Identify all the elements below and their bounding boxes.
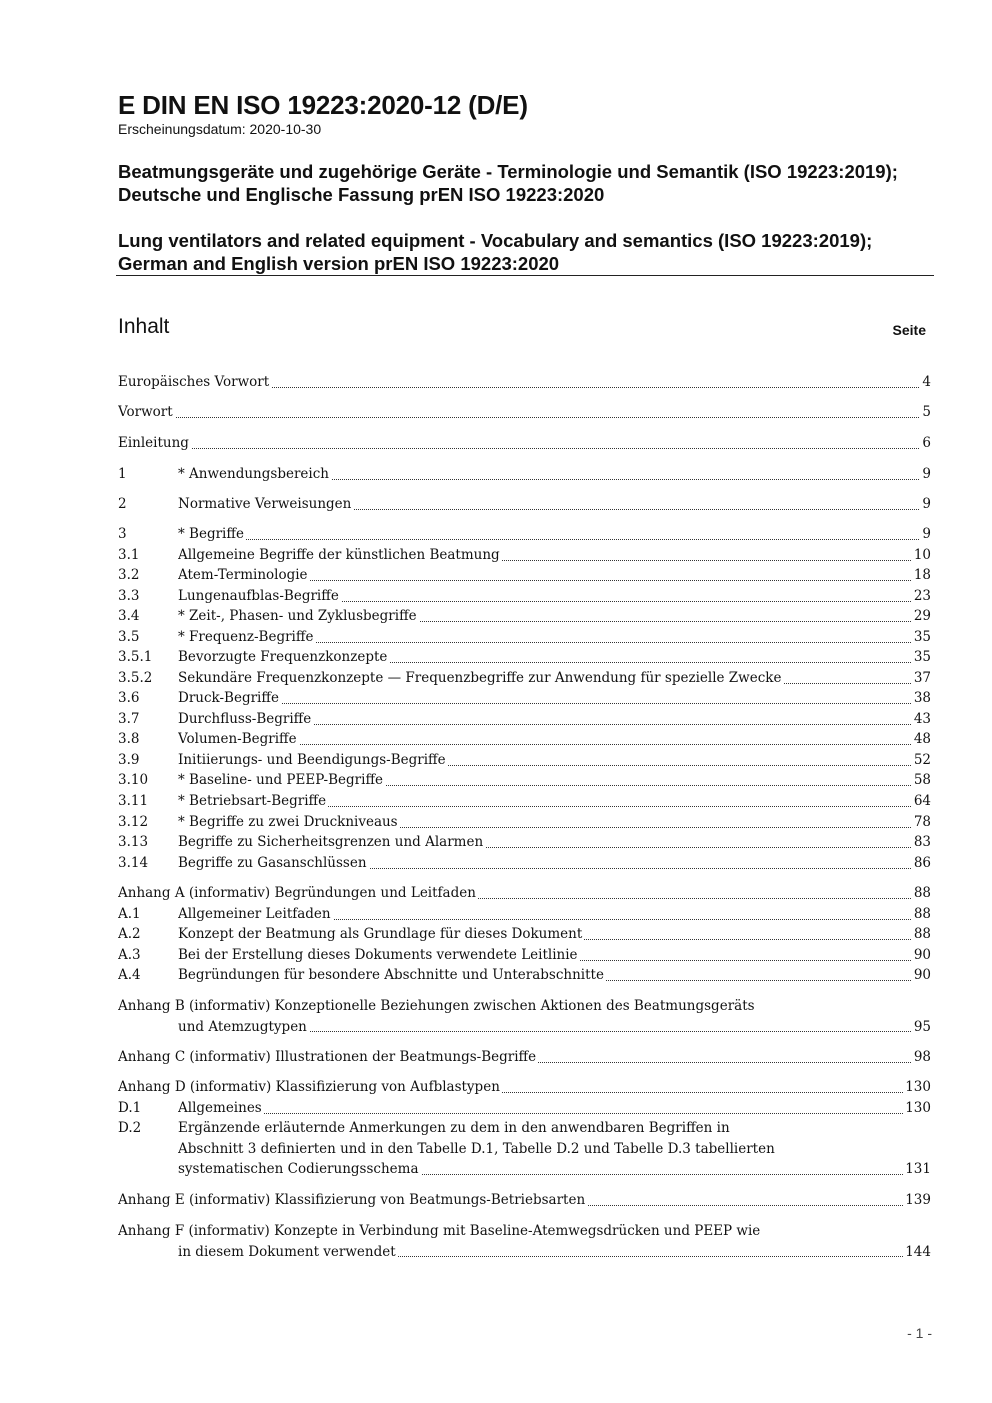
page-number: - 1 - [907, 1325, 932, 1341]
toc-entry-number: 3.5.2 [118, 670, 153, 686]
toc-entry-title: Anhang F (informativ) Konzepte in Verbindung mit Baseline-Atemwegsdrücken und PEEP wie [118, 1223, 761, 1239]
toc-entry-page: 90 [912, 945, 931, 966]
toc-entry-number: 3.8 [118, 731, 140, 747]
toc-entry-number: 3.12 [118, 814, 149, 830]
toc-entry[interactable] [118, 1118, 931, 1180]
toc-entry-title: Konzept der Beatmung als Grundlage für dieses Dokument [178, 926, 583, 942]
toc-entry-title: Einleitung [118, 435, 189, 451]
header-divider [116, 275, 934, 276]
toc-entry[interactable] [118, 853, 931, 874]
toc-entry-number: A.2 [118, 926, 141, 942]
toc-entry-title: * Anwendungsbereich [178, 466, 329, 482]
toc-entry-number: 3.6 [118, 690, 140, 706]
toc-entry[interactable] [118, 904, 931, 925]
toc-entry[interactable] [118, 668, 931, 689]
toc-entry-page: 130 [903, 1077, 931, 1098]
toc-entry[interactable] [118, 372, 931, 393]
toc-entry[interactable] [118, 1047, 931, 1068]
toc-entry[interactable] [118, 586, 931, 607]
toc-entry-title: Allgemeine Begriffe der künstlichen Beatmung [178, 547, 500, 563]
toc-entry-page: 43 [912, 709, 931, 730]
toc-entry-number: 3.11 [118, 793, 149, 809]
toc-entry-number: 3.2 [118, 567, 140, 583]
toc-entry-number: A.1 [118, 906, 141, 922]
toc-entry-title: Bei der Erstellung dieses Dokuments verwendete Leitlinie [178, 947, 578, 963]
toc-entry-page: 86 [912, 853, 931, 874]
toc-entry-title-continued: Abschnitt 3 definierten und in den Tabelle D.1, Tabelle D.2 und Tabelle D.3 tabellierten [178, 1140, 775, 1157]
toc-entry-title: Begriffe zu Gasanschlüssen [178, 855, 367, 871]
toc-entry-page: 131 [903, 1159, 931, 1180]
toc-entry[interactable] [118, 883, 931, 904]
toc-entry-number: 3.13 [118, 834, 149, 850]
toc-entry-page: 52 [912, 750, 931, 771]
dot-leader [118, 417, 931, 418]
toc-entry[interactable] [118, 945, 931, 966]
toc-entry-number: 3.3 [118, 588, 140, 604]
toc-entry-title: * Begriffe zu zwei Druckniveaus [178, 814, 398, 830]
toc-entry[interactable] [118, 996, 931, 1037]
toc-entry-title: Anhang B (informativ) Konzeptionelle Beziehungen zwischen Aktionen des Beatmungsgeräts [118, 998, 755, 1014]
page-column-label: Seite [892, 322, 926, 338]
toc-entry-page: 95 [912, 1017, 931, 1038]
toc-entry[interactable] [118, 924, 931, 945]
toc-entry-page: 18 [912, 565, 931, 586]
title-english: Lung ventilators and related equipment - Vocabulary and semantics (ISO 19223:2019); German and English version prEN ISO 19223:2020 [118, 230, 873, 274]
toc-entry-page: 23 [912, 586, 931, 607]
toc-entry-number: 1 [118, 466, 127, 482]
toc-entry-number: D.2 [118, 1120, 142, 1136]
toc-entry-title: Atem-Terminologie [178, 567, 308, 583]
toc-entry[interactable] [118, 1077, 931, 1098]
toc-entry[interactable] [118, 791, 931, 812]
toc-entry-page: 9 [920, 464, 931, 485]
toc-entry-number: 3.5.1 [118, 649, 153, 665]
dot-leader [178, 539, 931, 540]
toc-entry[interactable] [118, 464, 931, 485]
toc-entry[interactable] [118, 494, 931, 515]
toc-entry-page: 88 [912, 883, 931, 904]
toc-entry-number: 3.1 [118, 547, 140, 563]
toc-entry-number: 3.7 [118, 711, 140, 727]
toc-entry-number: 2 [118, 496, 127, 512]
toc-entry-title-continued: und Atemzugtypen [178, 1018, 307, 1035]
toc-entry-number: 3.14 [118, 855, 149, 871]
toc-entry-title-continued: systematischen Codierungsschema [178, 1161, 419, 1177]
toc-entry-page: 88 [912, 904, 931, 925]
toc-entry-page: 29 [912, 606, 931, 627]
toc-entry[interactable] [118, 1098, 931, 1119]
toc-entry-number: D.1 [118, 1100, 142, 1116]
toc-entry[interactable] [118, 647, 931, 668]
toc-entry-title: Anhang A (informativ) Begründungen und Leitfaden [118, 885, 476, 901]
toc-entry-title: Begriffe zu Sicherheitsgrenzen und Alarmen [178, 834, 484, 850]
toc-entry-title: * Baseline- und PEEP-Begriffe [178, 772, 384, 788]
toc-entry-title: Lungenaufblas-Begriffe [178, 588, 339, 604]
toc-entry-title: * Begriffe [178, 526, 244, 542]
toc-entry[interactable] [118, 545, 931, 566]
toc-entry-title: Vorwort [118, 404, 173, 420]
toc-entry-title: Anhang D (informativ) Klassifizierung von Aufblastypen [118, 1079, 500, 1095]
toc-entry-page: 139 [903, 1190, 931, 1211]
toc-entry-page: 37 [912, 668, 931, 689]
dot-leader [178, 703, 931, 704]
toc-entry-number: A.4 [118, 967, 141, 983]
toc-entry-page: 78 [912, 812, 931, 833]
document-id: E DIN EN ISO 19223:2020-12 (D/E) [118, 90, 528, 120]
toc-entry[interactable] [118, 832, 931, 853]
toc-entry-page: 48 [912, 729, 931, 750]
toc-entry[interactable] [118, 729, 931, 750]
toc-entry-page: 35 [912, 627, 931, 648]
toc-entry[interactable] [118, 524, 931, 545]
toc-entry-number: 3 [118, 526, 127, 542]
toc-entry-number: 3.10 [118, 772, 149, 788]
toc-heading: Inhalt [118, 315, 170, 338]
toc-entry-title: Druck-Begriffe [178, 690, 279, 706]
toc-entry-title: Sekundäre Frequenzkonzepte — Frequenzbegriffe zur Anwendung für spezielle Zwecke [178, 670, 782, 686]
toc-entry-page: 58 [912, 770, 931, 791]
toc-entry-page: 98 [912, 1047, 931, 1068]
toc-entry-page: 4 [920, 372, 931, 393]
toc-entry-title: * Frequenz-Begriffe [178, 629, 314, 645]
toc-entry[interactable] [118, 965, 931, 986]
toc-entry[interactable] [118, 1221, 931, 1262]
toc-entry-title: Europäisches Vorwort [118, 374, 270, 390]
toc-entry-page: 9 [920, 494, 931, 515]
dot-leader [118, 448, 931, 449]
toc-entry-page: 88 [912, 924, 931, 945]
toc-entry[interactable] [118, 750, 931, 771]
toc-entry-title: Normative Verweisungen [178, 496, 352, 512]
toc-entry[interactable] [118, 606, 931, 627]
toc-entry[interactable] [118, 812, 931, 833]
toc-entry-title: * Zeit-, Phasen- und Zyklusbegriffe [178, 608, 417, 624]
toc-entry[interactable] [118, 627, 931, 648]
title-german: Beatmungsgeräte und zugehörige Geräte - Terminologie und Semantik (ISO 19223:2019); Deutsche und Englische Fassung prEN ISO 19223:2020 [118, 161, 898, 205]
toc-entry-title: Begründungen für besondere Abschnitte und Unterabschnitte [178, 967, 604, 983]
toc-entry[interactable] [118, 688, 931, 709]
toc-entry-page: 64 [912, 791, 931, 812]
toc-entry-page: 83 [912, 832, 931, 853]
toc-entry-number: 3.5 [118, 629, 140, 645]
toc-entry-page: 5 [920, 402, 931, 423]
toc-entry-page: 144 [903, 1242, 931, 1263]
toc-entry-title: * Betriebsart-Begriffe [178, 793, 327, 809]
toc-entry[interactable] [118, 709, 931, 730]
toc-entry-title: Allgemeines [178, 1100, 262, 1116]
toc-entry-number: A.3 [118, 947, 141, 963]
toc-entry[interactable] [118, 1190, 931, 1211]
toc-entry-title: Ergänzende erläuternde Anmerkungen zu dem in den anwendbaren Begriffen in [178, 1120, 730, 1136]
toc-entry-title: Bevorzugte Frequenzkonzepte [178, 649, 388, 665]
toc-entry-title: Durchfluss-Begriffe [178, 711, 312, 727]
publication-date: Erscheinungsdatum: 2020-10-30 [118, 121, 322, 137]
toc-entry-title: Allgemeiner Leitfaden [178, 906, 331, 922]
toc-entry-title: Initiierungs- und Beendigungs-Begriffe [178, 752, 446, 768]
toc-entry[interactable] [118, 565, 931, 586]
dot-leader [178, 1113, 931, 1114]
toc-entry-page: 38 [912, 688, 931, 709]
toc-entry[interactable] [118, 770, 931, 791]
toc-entry-page: 35 [912, 647, 931, 668]
toc-entry-page: 130 [903, 1098, 931, 1119]
toc-entry-title: Volumen-Begriffe [178, 731, 297, 747]
toc-entry[interactable] [118, 402, 931, 423]
toc-entry-page: 9 [920, 524, 931, 545]
toc-entry-number: 3.4 [118, 608, 140, 624]
toc-entry-page: 90 [912, 965, 931, 986]
toc-entry-number: 3.9 [118, 752, 140, 768]
toc-entry-title: Anhang E (informativ) Klassifizierung von Beatmungs-Betriebsarten [118, 1192, 586, 1208]
toc-entry-title-continued: in diesem Dokument verwendet [178, 1243, 396, 1260]
toc-entry-title: Anhang C (informativ) Illustrationen der Beatmungs-Begriffe [118, 1049, 537, 1065]
toc-entry[interactable] [118, 433, 931, 454]
toc-entry-page: 6 [920, 433, 931, 454]
toc-entry-page: 10 [912, 545, 931, 566]
